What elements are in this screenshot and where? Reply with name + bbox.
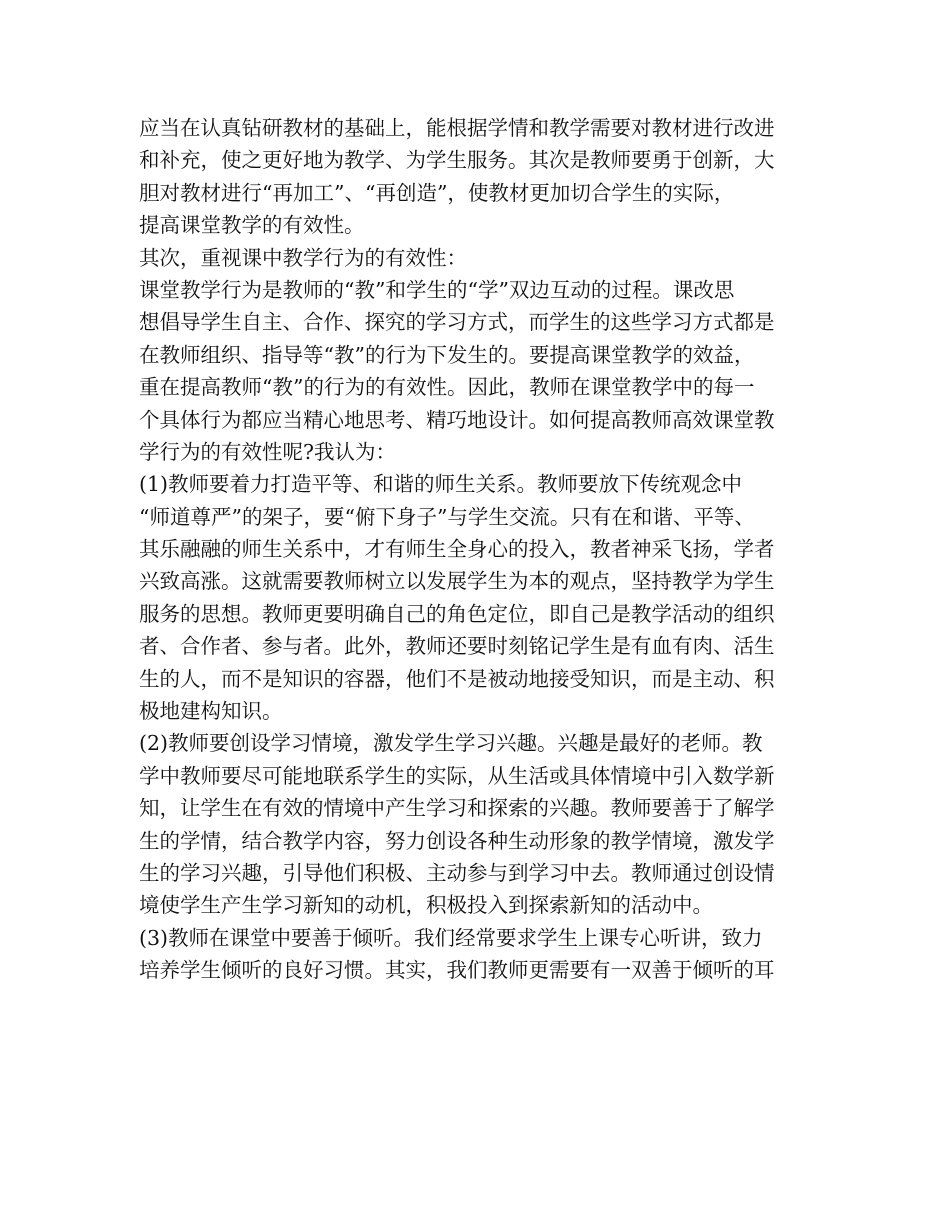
text-line: 提高课堂教学的有效性。 <box>139 213 365 238</box>
text-line: (1)教师要着力打造平等、和谐的师生关系。教师要放下传统观念中 <box>139 472 743 497</box>
text-line: “师道尊严”的架子，要“俯下身子”与学生交流。只有在和谐、平等、 <box>139 504 755 529</box>
text-line: 应当在认真钻研教材的基础上，能根据学情和教学需要对教材进行改进 <box>139 116 775 140</box>
text-line: 生的学习兴趣，引导他们积极、主动参与到学习中去。教师通过创设情 <box>139 860 775 885</box>
text-line: 兴致高涨。这就需要教师树立以发展学生为本的观点，坚持教学为学生 <box>139 569 775 594</box>
text-line: (3)教师在课堂中要善于倾听。我们经常要求学生上课专心听讲，致力 <box>139 925 763 950</box>
text-line: 生的人，而不是知识的容器，他们不是被动地接受知识，而是主动、积 <box>139 666 775 691</box>
text-line: 生的学情，结合教学内容，努力创设各种生动形象的教学情境，激发学 <box>139 828 775 853</box>
text-line: 知，让学生在有效的情境中产生学习和探索的兴趣。教师要善于了解学 <box>139 796 775 821</box>
text-line: 和补充，使之更好地为教学、为学生服务。其次是教师要勇于创新，大 <box>139 148 775 173</box>
text-line: 培养学生倾听的良好习惯。其实，我们教师更需要有一双善于倾听的耳 <box>139 958 775 983</box>
text-line: 重在提高教师“教”的行为的有效性。因此，教师在课堂教学中的每一 <box>139 375 755 400</box>
text-line: 在教师组织、指导等“教”的行为下发生的。要提高课堂教学的效益， <box>139 342 755 367</box>
text-line: 学行为的有效性呢?我认为： <box>139 439 396 464</box>
text-line: 胆对教材进行“再加工”、“再创造”，使教材更加切合学生的实际， <box>139 180 735 205</box>
section-heading: 其次，重视课中教学行为的有效性： <box>139 245 467 270</box>
text-line: 想倡导学生自主、合作、探究的学习方式，而学生的这些学习方式都是 <box>139 310 775 335</box>
text-line: 课堂教学行为是教师的“教”和学生的“学”双边互动的过程。课改思 <box>139 277 735 302</box>
text-line: 学中教师要尽可能地联系学生的实际，从生活或具体情境中引入数学新 <box>139 763 775 788</box>
text-line: 其乐融融的师生关系中，才有师生全身心的投入，教者神采飞扬，学者 <box>139 537 775 562</box>
text-line: 服务的思想。教师更要明确自己的角色定位，即自己是教学活动的组织 <box>139 601 775 626</box>
text-line: 极地建构知识。 <box>139 699 283 724</box>
text-line: 者、合作者、参与者。此外，教师还要时刻铭记学生是有血有肉、活生 <box>139 634 775 659</box>
text-line: 境使学生产生学习新知的动机，积极投入到探索新知的活动中。 <box>139 893 713 918</box>
body-text <box>139 112 939 987</box>
text-line: 个具体行为都应当精心地思考、精巧地设计。如何提高教师高效课堂教 <box>139 407 775 432</box>
text-line: (2)教师要创设学习情境，激发学生学习兴趣。兴趣是最好的老师。教 <box>139 731 763 756</box>
